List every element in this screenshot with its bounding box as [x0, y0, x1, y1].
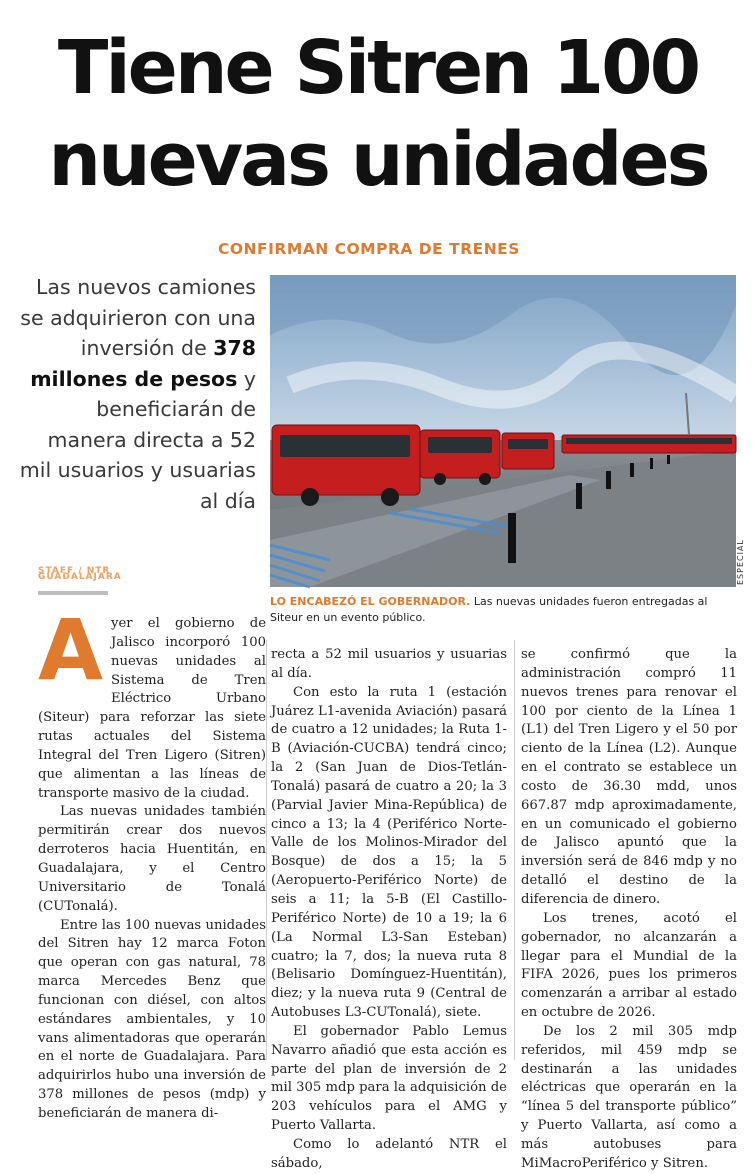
- photo-credit: ESPECIAL: [736, 539, 745, 585]
- drop-cap: A: [38, 601, 104, 699]
- photo-illustration: [270, 275, 736, 587]
- column-1: [38, 601, 266, 1124]
- deck-text-before: Las nuevos camiones se adquirieron con una inversión de: [20, 275, 256, 360]
- paragraph-text: yer el gobierno de Jalisco incorporó 100 nuevas unidades al Sistema de Tren Eléctrico Urbano (Siteur) para reforzar las siete rutas actuales del Sistema Integral del Tren Ligero (Sitren) que alimentan a las líneas de transporte masivo de la ciudad.: [38, 616, 266, 801]
- deck-text-after: y beneficiarán de manera directa a 52 mil usuarios y usuarias al día: [19, 366, 256, 513]
- kicker: CONFIRMAN COMPRA DE TRENES: [218, 240, 520, 258]
- deck-bold: 378 millones de pesos: [30, 336, 256, 391]
- column-3: [521, 646, 737, 1174]
- paragraph: Con esto la ruta 1 (estación Juárez L1-avenida Aviación) pasará de cuatro a 12 unidades; la Ruta 1-B (Aviación-CUCBA) tendrá cinco; la 2 (San Juan de Dios-Tetlán-Tonalá) pasará de cuatro a 20; la 3 (Parvial Javier Mina-República) de cinco a 13; la 4 (Periférico Norte-Valle de los Molinos-Mirador del Bosque) de dos a 15; la 5 (Aeropuerto-Periférico Norte) de seis a 11; la 5-B (El Castillo-Periférico Norte) de 10 a 19; la 6 (La Normal L3-San Esteban) cuatro; la 7, dos; la nueva ruta 8 (Belisario Domínguez-Huentitán), diez; y la nueva ruta 9 (Central de Autobuses L3-CUTonalá), siete.: [271, 684, 507, 1021]
- byline-divider: [38, 591, 108, 595]
- paragraph: Los trenes, acotó el gobernador, no alcanzarán a llegar para el Mundial de la FIFA 2026, pues los primeros comenzarán a arribar al estado en octubre de 2026.: [521, 910, 737, 1021]
- byline: STAFF / NTR GUADALAJARA: [38, 566, 122, 582]
- column-divider-2: [514, 640, 515, 1060]
- caption-lead: LO ENCABEZÓ EL GOBERNADOR.: [270, 595, 471, 608]
- headline: [0, 22, 756, 206]
- photo-buses: [270, 275, 736, 587]
- paragraph: Como lo adelantó NTR el sábado,: [271, 1136, 507, 1171]
- column-divider-1: [266, 640, 267, 1060]
- paragraph: se confirmó que la administración compró 11 nuevos trenes para renovar el 100 por ciento de la Línea 1 (L1) del Tren Ligero y el 50 por ciento de la Línea (L2). Aunque en el contrato se establece un costo de 36.30 mdd, unos 667.87 mdp aproximadamente, en un comunicado el gobierno de Jalisco apuntó que la inversión será de 846 mdp y no detalló el destino de la diferencia de dinero.: [521, 647, 737, 907]
- paragraph: Las nuevas unidades también permitirán crear dos nuevos derroteros hacia Huentitán, en Guadalajara, y el Centro Universitario de Tonalá (CUTonalá).: [38, 804, 266, 914]
- paragraph: Entre las 100 nuevas unidades del Sitren hay 12 marca Foton que operan con gas natural, 78 marca Mercedes Benz que funcionan con diésel, con altos estándares ambientales, y 10 vans alimentadoras que operarán en el norte de Guadalajara. Para adquirirlos hubo una inversión de 378 millones de pesos (mdp) y beneficiarán de manera di-: [38, 917, 266, 1121]
- caption-text: Las nuevas unidades fueron entregadas al Siteur en un evento público.: [270, 595, 708, 624]
- paragraph: El gobernador Pablo Lemus Navarro añadió que esta acción es parte del plan de inversión de 2 mil 305 mdp para la adquisición de 203 vehículos para el AMG y Puerto Vallarta.: [271, 1023, 507, 1134]
- headline-line-2: nuevas unidades: [48, 117, 708, 203]
- deck: [18, 272, 256, 516]
- headline-line-1: Tiene Sitren 100: [57, 25, 699, 111]
- paragraph: recta a 52 mil usuarios y usuarias al día.: [271, 647, 507, 681]
- photo-caption: [270, 594, 736, 626]
- column-2: [271, 646, 507, 1174]
- paragraph: De los 2 mil 305 mdp referidos, mil 459 mdp se destinarán a las unidades eléctricas que operarán en la “línea 5 del transporte público” y Puerto Vallarta, así como a más autobuses para MiMacroPeriférico y Sitren.: [521, 1023, 737, 1171]
- paragraph: [38, 601, 266, 803]
